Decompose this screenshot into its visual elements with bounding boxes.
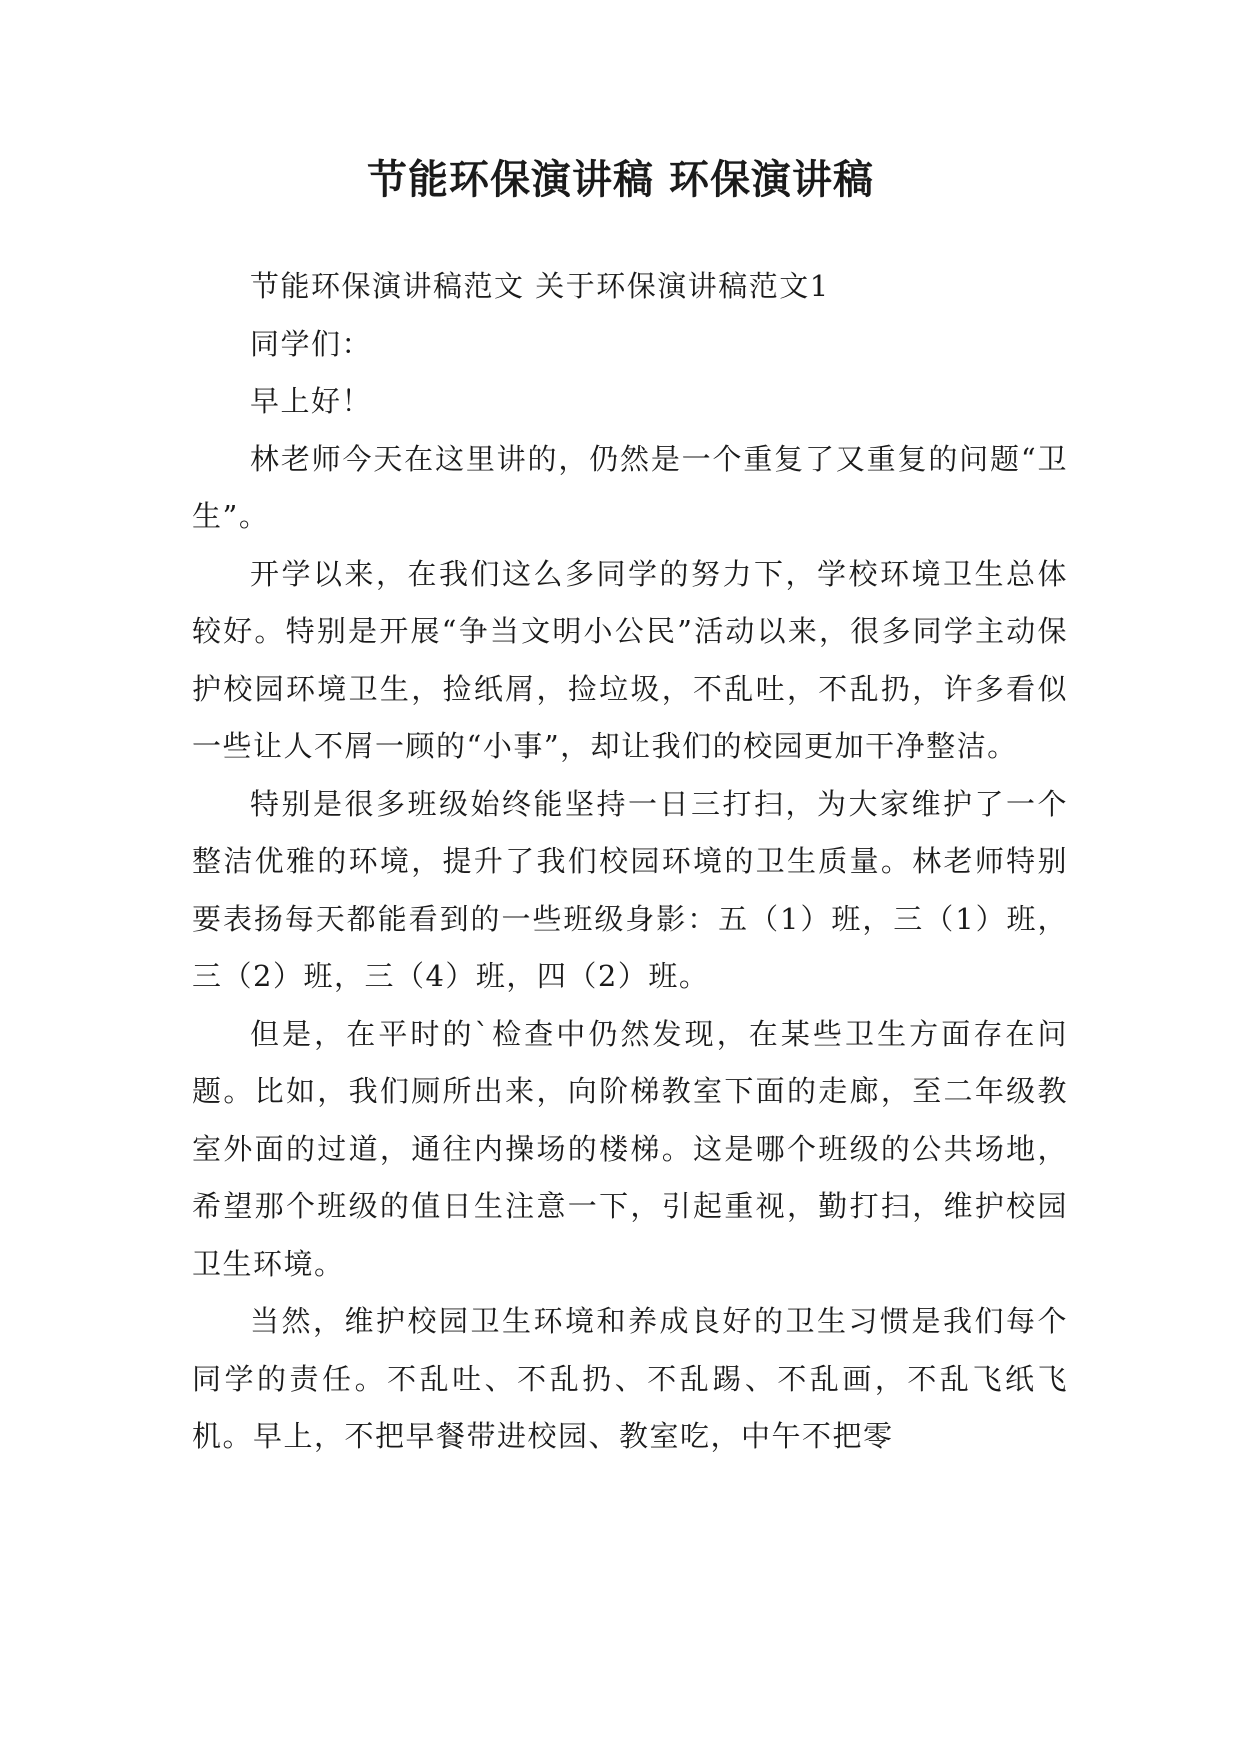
- paragraph-subtitle: 节能环保演讲稿范文 关于环保演讲稿范文1: [250, 269, 830, 303]
- document-title: 节能环保演讲稿 环保演讲稿: [367, 156, 874, 203]
- paragraph: 开学以来，在我们这么多同学的努力下，学校环境卫生总体较好。特别是开展“争当文明小公民”活动以来，很多同学主动保护校园环境卫生，捡纸屑，捡垃圾，不乱吐，不乱扔，许多看似一些让人不屑一顾的“小事”，却让我们的校园更加干净整洁。: [192, 556, 1068, 763]
- paragraph: 林老师今天在这里讲的，仍然是一个重复了又重复的问题“卫生”。: [192, 441, 1068, 533]
- paragraph: 但是，在平时的`检查中仍然发现，在某些卫生方面存在问题。比如，我们厕所出来，向阶梯教室下面的走廊，至二年级教室外面的过道，通往内操场的楼梯。这是哪个班级的公共场地，希望那个班级的值日生注意一下，引起重视，勤打扫，维护校园卫生环境。: [192, 1016, 1068, 1281]
- paragraph: 特别是很多班级始终能坚持一日三打扫，为大家维护了一个整洁优雅的环境，提升了我们校园环境的卫生质量。林老师特别要表扬每天都能看到的一些班级身影：五（1）班，三（1）班，三（2）班，三（4）班，四（2）班。: [192, 786, 1068, 993]
- document-body: [192, 258, 1068, 1466]
- paragraph-salutation: 同学们：: [250, 326, 373, 361]
- paragraph: 当然，维护校园卫生环境和养成良好的卫生习惯是我们每个同学的责任。不乱吐、不乱扔、不乱踢、不乱画，不乱飞纸飞机。早上，不把早餐带进校园、教室吃，中午不把零: [192, 1304, 1068, 1453]
- paragraph-greeting: 早上好！: [250, 384, 373, 418]
